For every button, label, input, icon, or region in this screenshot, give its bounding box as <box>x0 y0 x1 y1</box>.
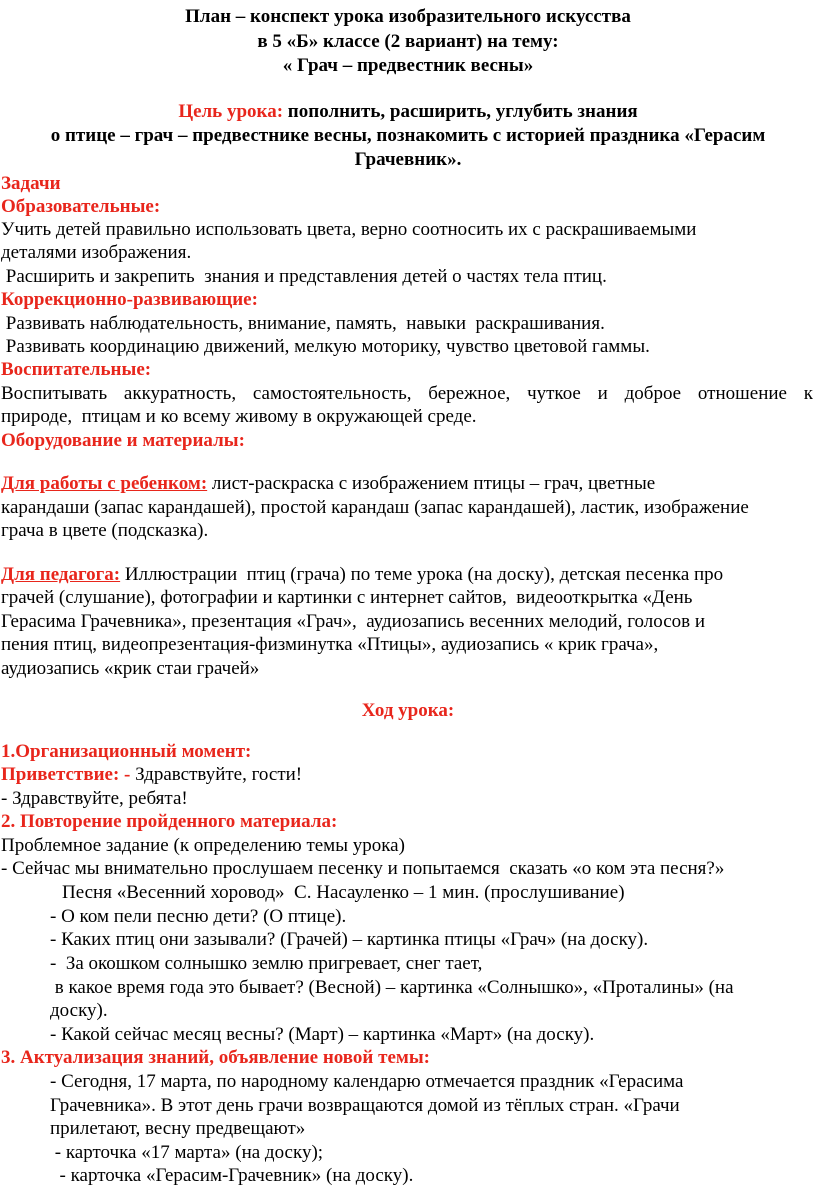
teacher-line-2: грачей (слушание), фотографии и картинки с интернет сайтов, видеооткрытка «День <box>1 587 693 608</box>
child-line-1 <box>1 472 655 496</box>
s2-line-6: - За окошком солнышко землю пригревает, снег тает, <box>50 953 483 974</box>
s2-line-9: - Какой сейчас месяц весны? (Март) – картинка «Март» (на доску). <box>50 1024 595 1045</box>
teacher-line-3: Герасима Грачевника», презентация «Грач», аудиозапись весенних мелодий, голосов и <box>1 611 706 632</box>
s3-line-5: - карточка «Герасим-Грачевник» (на доску). <box>50 1165 414 1186</box>
child-label: Для работы с ребенком: <box>1 473 208 494</box>
upbringing-line-2: природе, птицам и ко всему живому в окружающей среде. <box>1 406 477 427</box>
greeting-label: Приветствие: - <box>1 764 131 785</box>
greeting-text: Здравствуйте, гости! <box>130 764 303 785</box>
course-heading: Ход урока: <box>361 700 455 721</box>
educational-heading: Образовательные: <box>1 196 161 217</box>
upbringing-line-1: Воспитывать аккуратность, самостоятельность, бережное, чуткое и доброе отношение к <box>1 383 813 404</box>
child-text-1: лист-раскраска с изображением птицы – грач, цветные <box>207 473 656 494</box>
title-line-3: « Грач – предвестник весны» <box>282 55 534 76</box>
goal-label: Цель урока: <box>178 101 284 122</box>
title-line-2: в 5 «Б» классе (2 вариант) на тему: <box>257 31 559 52</box>
s3-line-4: - карточка «17 марта» (на доску); <box>50 1142 324 1163</box>
teacher-line-4: пения птиц, видеопрезентация-физминутка «Птицы», аудиозапись « крик грача», <box>1 634 659 655</box>
child-line-3: грача в цвете (подсказка). <box>1 520 209 541</box>
s2-line-8: доску). <box>50 1000 108 1021</box>
teacher-line-5: аудиозапись «крик стаи грачей» <box>1 658 260 679</box>
teacher-label: Для педагога: <box>1 564 121 585</box>
teacher-text-1: Иллюстрации птиц (грача) по теме урока (на доску), детская песенка про <box>120 564 724 585</box>
equipment-heading: Оборудование и материалы: <box>1 430 245 451</box>
child-line-2: карандаши (запас карандашей), простой карандаш (запас карандашей), ластик, изображение <box>1 497 749 518</box>
educational-line-1: Учить детей правильно использовать цвета, верно соотносить их с раскрашиваемыми <box>1 219 697 240</box>
teacher-line-1 <box>1 563 723 587</box>
s3-heading: 3. Актуализация знаний, объявление новой темы: <box>1 1047 430 1068</box>
correctional-line-2: Развивать координацию движений, мелкую моторику, чувство цветовой гаммы. <box>1 336 650 357</box>
s2-line-4: - О ком пели песню дети? (О птице). <box>50 906 347 927</box>
educational-line-3: Расширить и закрепить знания и представления детей о частях тела птиц. <box>1 266 607 287</box>
correctional-line-1: Развивать наблюдательность, внимание, память, навыки раскрашивания. <box>1 313 605 334</box>
correctional-heading: Коррекционно-развивающие: <box>1 289 258 310</box>
goal-line-1 <box>0 100 816 124</box>
s2-line-3: Песня «Весенний хоровод» С. Насауленко – 1 мин. (прослушивание) <box>62 882 625 903</box>
s2-line-5: - Каких птиц они зазывали? (Грачей) – картинка птицы «Грач» (на доску). <box>50 929 649 950</box>
title-line-1: План – конспект урока изобразительного искусства <box>185 6 631 27</box>
s1-greeting-line <box>1 763 302 787</box>
tasks-heading: Задачи <box>1 173 61 194</box>
s3-line-3: прилетают, весну предвещают» <box>50 1118 306 1139</box>
s2-heading: 2. Повторение пройденного материала: <box>1 811 338 832</box>
s1-line-2: - Здравствуйте, ребята! <box>1 788 188 809</box>
s2-line-2: - Сейчас мы внимательно прослушаем песенку и попытаемся сказать «о ком эта песня?» <box>1 858 725 879</box>
s2-line-1: Проблемное задание (к определению темы урока) <box>1 835 405 856</box>
s1-heading: 1.Организационный момент: <box>1 741 252 762</box>
goal-line-3: Грачевник». <box>354 149 462 170</box>
s3-line-1: - Сегодня, 17 марта, по народному календарю отмечается праздник «Герасима <box>50 1071 684 1092</box>
educational-line-2: деталями изображения. <box>1 242 192 263</box>
s3-line-2: Грачевника». В этот день грачи возвращаются домой из тёплых стран. «Грачи <box>50 1095 680 1116</box>
s2-line-7: в какое время года это бывает? (Весной) – картинка «Солнышко», «Проталины» (на <box>50 977 734 998</box>
goal-text-1: пополнить, расширить, углубить знания <box>283 101 638 122</box>
upbringing-heading: Воспитательные: <box>1 359 152 380</box>
goal-line-2: о птице – грач – предвестнике весны, познакомить с историей праздника «Герасим <box>50 125 766 146</box>
